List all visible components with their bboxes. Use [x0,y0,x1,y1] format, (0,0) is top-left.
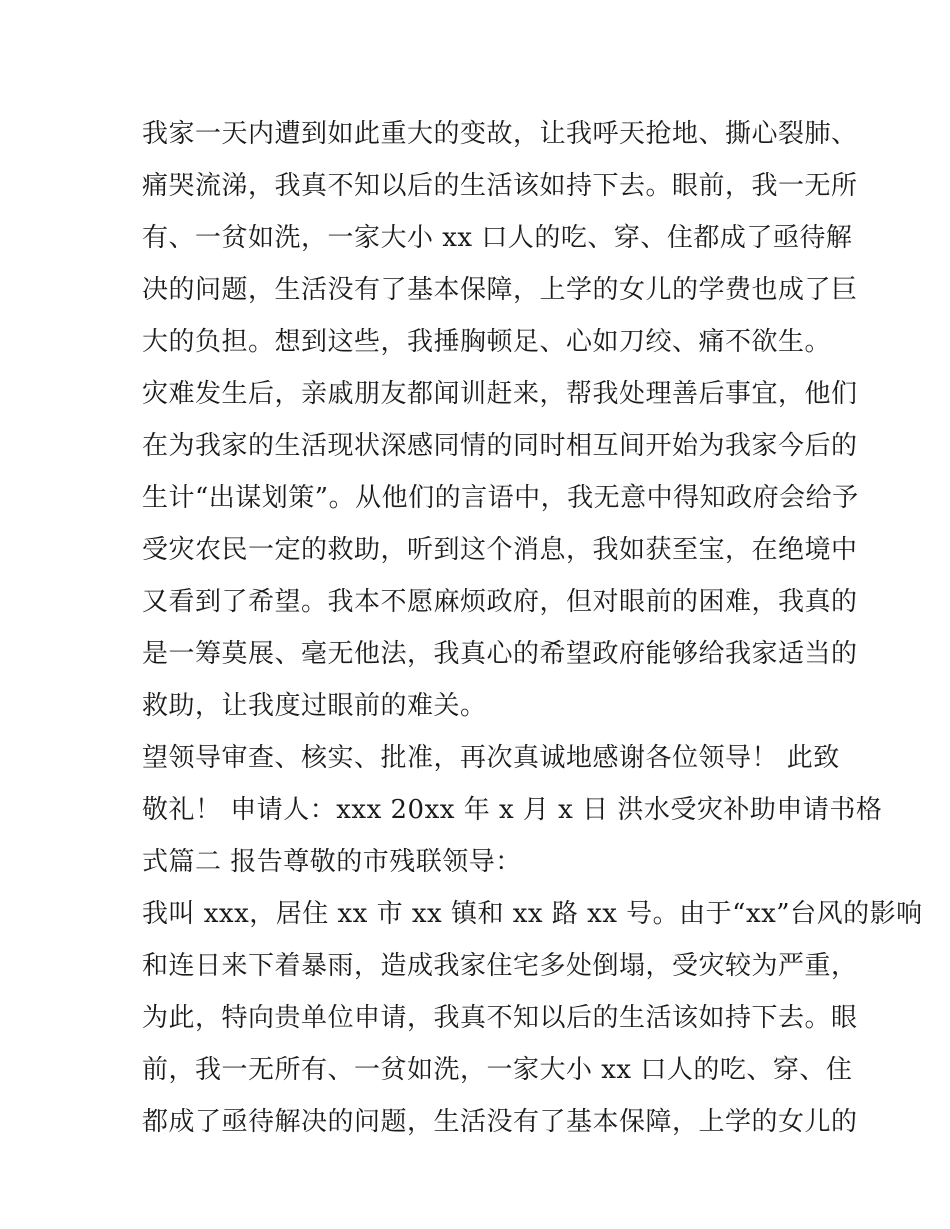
text-line: 又看到了希望。我本不愿麻烦政府，但对眼前的困难，我真的 [142,587,858,617]
text-line: 式篇二 报告尊敬的市残联领导： [142,847,522,877]
text-line: 都成了亟待解决的问题，生活没有了基本保障，上学的女儿的 [142,1107,858,1137]
text-line: 我家一天内遭到如此重大的变故，让我呼天抢地、撕心裂肺、 [142,119,858,149]
text-line: 敬礼！ 申请人：xxx 20xx 年 x 月 x 日 洪水受灾补助申请书格 [142,795,883,825]
text-line: 救助，让我度过眼前的难关。 [142,691,487,721]
text-line: 决的问题，生活没有了基本保障，上学的女儿的学费也成了巨 [142,275,858,305]
text-line: 大的负担。想到这些，我捶胸顿足、心如刀绞、痛不欲生。 [142,327,832,357]
text-line: 痛哭流涕，我真不知以后的生活该如持下去。眼前，我一无所 [142,171,858,201]
text-line: 和连日来下着暴雨，造成我家住宅多处倒塌，受灾较为严重， [142,951,858,981]
text-line: 在为我家的生活现状深感同情的同时相互间开始为我家今后的 [142,431,858,461]
text-line: 望领导审查、核实、批准，再次真诚地感谢各位领导！ 此致 [142,743,840,773]
text-line: 是一筹莫展、毫无他法，我真心的希望政府能够给我家适当的 [142,639,858,669]
text-line: 生计“出谋划策”。从他们的言语中，我无意中得知政府会给予 [142,483,859,513]
text-line: 我叫 xxx，居住 xx 市 xx 镇和 xx 路 xx 号。由于“xx”台风的影响 [142,899,923,929]
text-line: 有、一贫如洗，一家大小 xx 口人的吃、穿、住都成了亟待解 [142,223,853,253]
body-text [142,108,923,1148]
text-line: 为此，特向贵单位申请，我真不知以后的生活该如持下去。眼 [142,1003,858,1033]
text-line: 受灾农民一定的救助，听到这个消息，我如获至宝，在绝境中 [142,535,858,565]
text-line: 前，我一无所有、一贫如洗，一家大小 xx 口人的吃、穿、住 [142,1055,853,1085]
text-line: 灾难发生后，亲戚朋友都闻训赶来，帮我处理善后事宜，他们 [142,379,858,409]
